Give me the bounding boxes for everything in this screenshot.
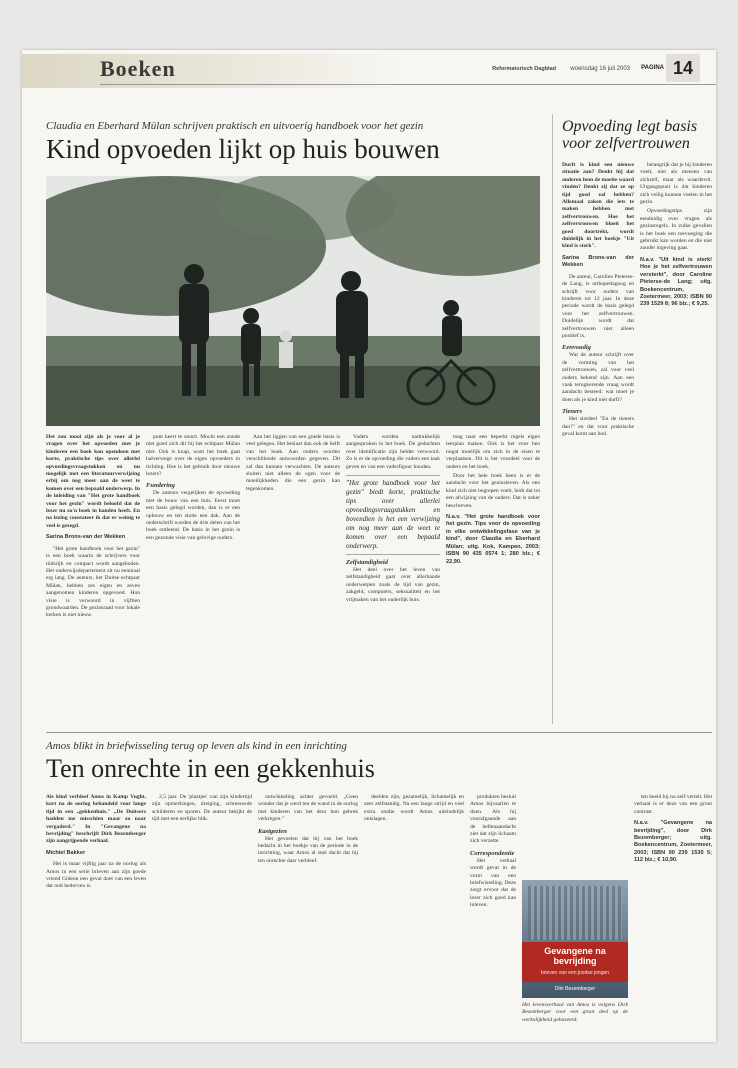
bottom-column-1 bbox=[46, 794, 146, 1034]
bottom-column-6 bbox=[634, 794, 712, 1034]
main-col1-text: "Het grote handboek voor het gezin" is een boek waarin de schrijvers voor tiidsrijk en compact wordt aangeboden. Het onderwijsdepartement zit nu eenmaal erg lang. De auteurs, het Duitse echtpaar Mülan, hebben zes eigen en zeven aangenomen kinderen opgevoed. Hun visie is verwoord in vijftien grondwaarden. De gezinsraad voor lokale kerken is niet nieuw. bbox=[46, 545, 140, 619]
side-column-1 bbox=[562, 162, 634, 722]
bottom-kicker: Amos blikt in briefwisseling terug op leven als kind in een inrichting bbox=[46, 740, 347, 752]
book-subtitle: brieven van een joodse jongen bbox=[540, 970, 610, 976]
bottom-col5b-text: Het verhaal wordt gevat in de vorm van een briefwisseling. Deze zorgt ervoor dat de lezer zich goed kan inleven. bbox=[470, 857, 516, 909]
bottom-column-3 bbox=[258, 794, 358, 1034]
bottom-col3-text: ontwikkeling achter gevoeld. „Geen wonder dat je werd ten de wand in de oorlog met kinderen van het deur hun gebrek verkregen." bbox=[258, 794, 358, 823]
side-lead: Durft is kind een nieuwe situatie aan? Denkt hij dat anderen hem de moeite waard vinden? Denkt zij dat ze op tijd goed zal hebben? Allemaal zaken die iets te maken hebben met zelfvertrouwen. Hoe het zelfvertrouwen bloeit het goed doortrekt, wordt duidelijk in het boekje "Uit kind is sterk". bbox=[562, 162, 634, 250]
main-column-4 bbox=[346, 434, 440, 724]
main-col5-text: mag naar een beperkt regels eigen leerplan maken. Ook is het voor hen nogal moeilijk om zich in de eisen te verplaatsen. Dit is het voordeel voor de ouders en het boek. bbox=[446, 434, 540, 470]
main-col3-text: Aan het liggen van een goede basis is veel gelegen. Het beslaat dan ook de helft van het boek. Aan ouders worden verschillende antwoorden gegeven. Dit zal dan kunnen verwachten. De auteurs sluiten niet alleen de ogen voor de moeilijkheden die een gezin kan tegenkomen. bbox=[246, 434, 340, 492]
issue-date: woensdag 16 juli 2003 bbox=[570, 66, 630, 72]
bottom-col1-text: Het is maar vijftig jaar na de oorlog als Amos in een serie brieven aan zijn goede vriend Gideon een geval doet van een leven dat ooit bedorven is. bbox=[46, 861, 146, 890]
bottom-book-source: N.a.v. "Gevangene na bevrijding", door Dirk Bezemberger; uitg. Boekencentrum, Zoetermeer, 2003; ISBN 90 239 1530 5; 112 blz.; € 10,90. bbox=[634, 820, 712, 864]
main-column-3 bbox=[246, 434, 340, 724]
main-caption: Het zou mooi zijn als je voor al je vragen over het opvoeden met je kinderen een boek kon opendoen met korte, praktische tips over allerlei opvoedingsvraagstukken en nu mogelijk met een literatuurverwijzing erbij om nog meer aan de weet te komen over een bepaald onderwerp. In de inleiding van "Het grote handboek voor het gezin" wordt beloofd dat de lezer nu zo'n boek in handen heeft. En na lezing constateer ik dat er weinig te veel is gezegd. bbox=[46, 434, 140, 529]
family-silhouette-image bbox=[46, 176, 540, 426]
side-col2b-text: Opvoedingstips zijn eenduidig over vragen als gezinsregels. In zulke gevallen is het boek een toevoeging die gebruikt kan worden en die niet zonder ingeving gaat. bbox=[640, 208, 712, 252]
bottom-byline: Michiel Bakker bbox=[46, 849, 86, 856]
bottom-col3b-text: Het gevoelen dat hij van het boek bedacht in het boekje van de periode in de inrichting, waar Amos al snel dacht dat hij ten onrechte daar verbleef. bbox=[258, 835, 358, 864]
bottom-col5-subhead: Correspondentie bbox=[470, 849, 515, 857]
main-col4-text: Vaders worden nadrukkelijk aangesproken in het boek. De gedachten over identificatie zijn helder verwoord. Zo is er de opvoeding die vaders een taak geven en van een vaderfiguur houden. bbox=[346, 434, 440, 470]
book-cover-image bbox=[522, 880, 628, 998]
page-number: 14 bbox=[666, 54, 700, 82]
side-column-2 bbox=[640, 162, 712, 722]
side-col1b-text: Wat de auteur schrijft over de vorming van het zelfvertrouwen, zal voor veel ouders bekend zijn. Aan een vaak terugkerende vraag wordt aandacht besteed: wat moet je doen als je kind niet durft? bbox=[562, 352, 634, 403]
main-col2b-text: De auteurs vergelijken de opvoeding met de bouw van een huis. Eerst moet een basis gelegd worden, dan is er een opbouw en ten slotte een dak. Aan de onderschrift worden de drie delen van het boek ontleend. De basis in het gezin is een gezonde visie van gelovige ouders. bbox=[146, 490, 240, 541]
page-label: PAGINA bbox=[641, 65, 664, 71]
bottom-col3-subhead: Kastgezien bbox=[258, 827, 287, 835]
side-subhead-1: Eenvoudig bbox=[562, 344, 591, 352]
book-title: Gevangene na bevrijding bbox=[544, 946, 606, 966]
side-book-source: N.a.v. "Uit kind is sterk! Hoe je het zelfvertrouwen versterkt", door Caroline Pieterse-de Lang; uitg. Boekencentrum, Zoetermeer, 2003; ISBN 90 239 1529 8; 96 blz.; € 9,25. bbox=[640, 256, 712, 308]
main-col4b-text: Het deel over het leven van zelfstandigheid gaat over allerhande onderwerpen zoals de tijd van gezin, zakgeld, computers, seksualiteit en het vrijmaken van het ouderlijk huis. bbox=[346, 567, 440, 603]
bottom-col6-text: ten beeld hij nu zelf vertelt. Het verhaal is er deze van een groot contrast. bbox=[634, 794, 712, 815]
section-title: Boeken bbox=[100, 56, 176, 81]
bottom-column-5 bbox=[470, 794, 516, 1034]
main-col2-text: punt keert te stuurt. Mocht een zonde niet goed zich dit bij het echtpaar Mülan niet. Ook is knap, want het boek gaat halverwege over de eigen opvoeders in richting. Hoe is het gebruik door nieuwe lezers? bbox=[146, 434, 240, 478]
bottom-col2-text: 2,5 jaar. De 'plaatjes' van zijn kindertijd zijn opmerkingen, dreiging, schreeuwde schilderen en sporen. De auteur bekijkt de tijd met een eerlijke blik. bbox=[152, 794, 252, 823]
newspaper-name: Reformatorisch Dagblad bbox=[492, 66, 556, 72]
bottom-column-2 bbox=[152, 794, 252, 1034]
header-rule bbox=[100, 84, 716, 85]
main-byline: Sarina Brons-van der Wekken bbox=[46, 534, 126, 541]
main-column-1 bbox=[46, 434, 140, 724]
main-column-2 bbox=[146, 434, 240, 724]
main-headline: Kind opvoeden lijkt op huis bouwen bbox=[46, 134, 440, 164]
side-col2-text: belangrijk dat je bij kinderen voelt, niet als mensen van zichzelf, maar als waardevol. Uitgangspunt is dat kinderen zich veilig kunnen voelen in het gezin. bbox=[640, 162, 712, 206]
main-col2-subhead: Fundering bbox=[146, 482, 175, 490]
bottom-col4-text: deelden zijn, gezamelijk, lichamelijk en zeer zelfstandig. Na een lange strijd en veel extra studie wordt Amos uiteindelijk ontslagen. bbox=[364, 794, 464, 823]
side-col1c-text: Het slotdeel "En de tieners dan?" en dat voor praktische geval komt aan bod. bbox=[562, 416, 634, 437]
column-divider bbox=[552, 114, 553, 724]
section-rule bbox=[46, 732, 712, 733]
side-headline: Opvoeding legt basis voor zelfvertrouwen bbox=[562, 118, 698, 152]
main-book-source: N.a.v. "Het grote handboek voor het gezin. Tips voor de opvoeding in elke ontwikkelingsfase van je kind", door Claudia en Eberhard Mülan; uitg. Kok, Kampen, 2003; ISBN 90 435 0574 1; 280 blz.; € 22,90. bbox=[446, 514, 540, 565]
bottom-headline: Ten onrechte in een gekkenhuis bbox=[46, 754, 375, 783]
main-column-5 bbox=[446, 434, 540, 724]
book-author: Dirk Bezemberger bbox=[554, 986, 596, 992]
pull-quote: "Het grote handboek voor het gezin" biedt korte, praktische tips over allerlei opvoedingsvraagstukken en bovendien is het een verwijzing om nog meer aan de weet te komen over een bepaald onderwerp. bbox=[346, 475, 440, 555]
bottom-column-4 bbox=[364, 794, 464, 1034]
main-col5b-text: Door het hele boek heen is er de aandacht voor het gezinsleven. Als een kind zich niet begrepen voelt, leidt dat tot een afwijzing van de ouders. Dat is zeker beschreven. bbox=[446, 473, 540, 509]
family-photo bbox=[46, 176, 540, 426]
main-col4-subhead: Zelfstandigheid bbox=[346, 559, 388, 567]
newspaper-page bbox=[22, 50, 716, 1042]
bottom-lead: Als kind verbleef Amos in Kamp Vught, kort na de oorlog behandeld voor lange tijd in een „gekkenhuis." „De Duitsers hadden me misschien maar zo naar vergaderd." In "Gevangene na bevrijding" beschrijft Dirk Bezemberger zijn aangrijpende verhaal. bbox=[46, 794, 146, 845]
bottom-col5-text: produkten besluit Amos bijvaarlen te doen. Als hij voorafgaande aan de bellenaandacht ziet dat zijn lichaam zich verzette. bbox=[470, 794, 516, 845]
book-caption: Het levensverhaal van Amos is volgens Dirk Bezemberger voor een groot deel op de werkelijkheid gebaseerd. bbox=[522, 1002, 628, 1023]
side-byline: Sarina Brons-van der Wekken bbox=[562, 254, 634, 269]
side-subhead-2: Tieners bbox=[562, 408, 582, 416]
main-kicker: Claudia en Eberhard Mülan schrijven praktisch en uitvoerig handboek voor het gezin bbox=[46, 120, 424, 132]
side-col1-text: De auteur, Caroline Pieterse-de Lang, is orthopedagoog en schrijft voor ouders van kinderen tot 12 jaar. In deze periode wordt de basis gelegd voor het zelfvertrouwen. Duidelijk wordt dat zelfvertrouwen niet alleen positief is. bbox=[562, 273, 634, 339]
